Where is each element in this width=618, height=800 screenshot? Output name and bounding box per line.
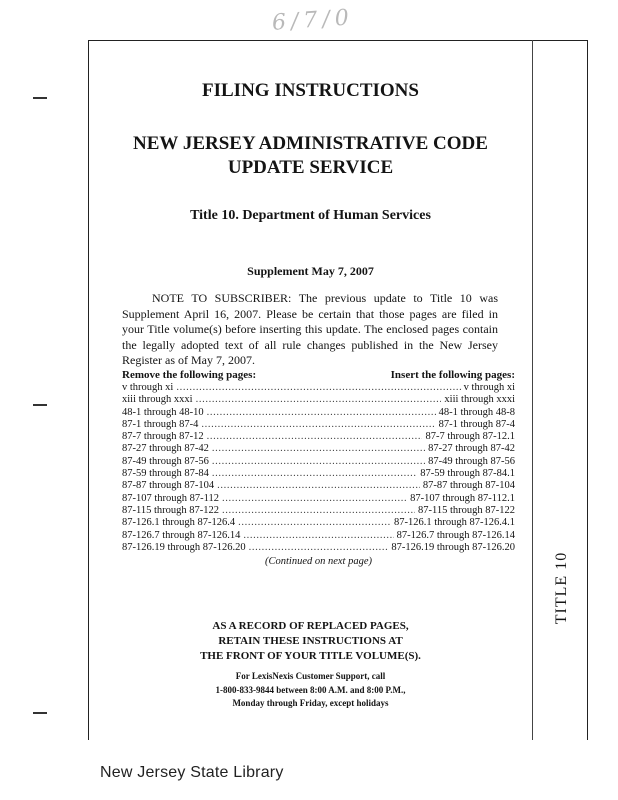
leader-dots xyxy=(212,468,417,480)
margin-punch-mark xyxy=(33,712,47,714)
leader-dots xyxy=(243,530,393,542)
leader-dots xyxy=(217,480,420,492)
insert-range: 87-7 through 87-12.1 xyxy=(425,431,515,443)
table-row xyxy=(122,517,515,529)
insert-header: Insert the following pages: xyxy=(390,369,515,381)
remove-range: 87-27 through 87-42 xyxy=(122,443,209,455)
table-row xyxy=(122,382,515,394)
insert-range: xiii through xxxi xyxy=(444,394,515,406)
table-row xyxy=(122,407,515,419)
leader-dots xyxy=(207,431,423,443)
table-header xyxy=(122,368,515,382)
leader-dots xyxy=(212,456,425,468)
record-line: AS A RECORD OF REPLACED PAGES, xyxy=(212,620,409,632)
insert-range: 87-1 through 87-4 xyxy=(438,418,515,430)
support-line: 1-800-833-9844 between 8:00 A.M. and 8:00 P.M., xyxy=(215,684,406,695)
page-border-right xyxy=(587,40,588,740)
insert-range: 87-107 through 87-112.1 xyxy=(410,492,515,504)
insert-range: 87-59 through 87-84.1 xyxy=(420,468,515,480)
table-row xyxy=(122,419,515,431)
remove-range: 87-1 through 87-4 xyxy=(122,418,199,430)
page-instructions-table xyxy=(122,368,515,567)
remove-range: 87-126.1 through 87-126.4 xyxy=(122,517,236,529)
leader-dots xyxy=(201,419,435,431)
page-heading: FILING INSTRUCTIONS xyxy=(202,80,419,101)
insert-range: 87-27 through 87-42 xyxy=(428,443,515,455)
remove-range: 87-59 through 87-84 xyxy=(122,468,209,480)
page-border-top xyxy=(88,40,588,41)
remove-range: 87-126.19 through 87-126.20 xyxy=(122,541,246,553)
insert-range: 87-115 through 87-122 xyxy=(417,504,515,516)
support-line: Monday through Friday, except holidays xyxy=(232,698,389,708)
table-row xyxy=(122,530,515,542)
remove-range: 87-49 through 87-56 xyxy=(122,455,209,467)
insert-range: v through xi xyxy=(463,382,515,393)
code-title-line: NEW JERSEY ADMINISTRATIVE CODE xyxy=(133,133,488,154)
continued-note: (Continued on next page) xyxy=(264,556,372,568)
leader-dots xyxy=(207,407,436,419)
table-row xyxy=(122,468,515,480)
remove-range: 87-107 through 87-112 xyxy=(122,492,220,504)
remove-header: Remove the following pages: xyxy=(122,369,257,381)
margin-punch-mark xyxy=(33,404,47,406)
record-instructions xyxy=(88,619,533,664)
remove-range: 87-115 through 87-122 xyxy=(122,504,220,516)
insert-range: 87-126.19 through 87-126.20 xyxy=(391,541,515,553)
leader-dots xyxy=(196,394,442,406)
code-title xyxy=(88,132,533,180)
leader-dots xyxy=(249,542,389,554)
remove-range: 87-7 through 87-12 xyxy=(122,431,204,443)
handwritten-notation: 6/7/0 xyxy=(271,5,355,36)
record-line: RETAIN THESE INSTRUCTIONS AT xyxy=(218,635,403,647)
remove-range: 87-87 through 87-104 xyxy=(122,480,215,492)
record-line: THE FRONT OF YOUR TITLE VOLUME(S). xyxy=(200,650,421,662)
insert-range: 87-126.1 through 87-126.4.1 xyxy=(393,517,515,529)
margin-punch-mark xyxy=(33,97,47,99)
library-stamp: New Jersey State Library xyxy=(100,764,284,781)
insert-range: 48-1 through 48-8 xyxy=(438,406,515,418)
table-row xyxy=(122,431,515,443)
remove-range: v through xi xyxy=(122,382,174,393)
leader-dots xyxy=(238,517,391,529)
remove-range: 48-1 through 48-10 xyxy=(122,406,204,418)
leader-dots xyxy=(222,493,407,505)
code-title-line: UPDATE SERVICE xyxy=(227,157,394,178)
table-row xyxy=(122,456,515,468)
table-row xyxy=(122,443,515,455)
title-tab-label: TITLE 10 xyxy=(553,551,570,625)
table-row xyxy=(122,542,515,554)
insert-range: 87-87 through 87-104 xyxy=(422,480,515,492)
insert-range: 87-49 through 87-56 xyxy=(428,455,515,467)
support-line: For LexisNexis Customer Support, call xyxy=(235,671,386,681)
supplement-date: Supplement May 7, 2007 xyxy=(247,264,374,278)
table-row xyxy=(122,394,515,406)
table-row xyxy=(122,505,515,517)
subtitle: Title 10. Department of Human Services xyxy=(190,208,431,223)
leader-dots xyxy=(222,505,415,517)
table-row xyxy=(122,480,515,492)
table-row xyxy=(122,493,515,505)
remove-range: xiii through xxxi xyxy=(122,394,193,406)
remove-range: 87-126.7 through 87-126.14 xyxy=(122,529,241,541)
leader-dots xyxy=(176,382,460,394)
insert-range: 87-126.7 through 87-126.14 xyxy=(396,529,515,541)
customer-support xyxy=(88,670,533,711)
subscriber-note: NOTE TO SUBSCRIBER: The previous update to Title 10 was Supplement April 16, 2007. Please be certain that those pages are filed in your Title volume(s) before inserting this update. The enclosed pages contain the legally adopted text of all rule changes published in the New Jersey Register as of May 7, 2007. xyxy=(122,291,498,367)
leader-dots xyxy=(212,443,425,455)
